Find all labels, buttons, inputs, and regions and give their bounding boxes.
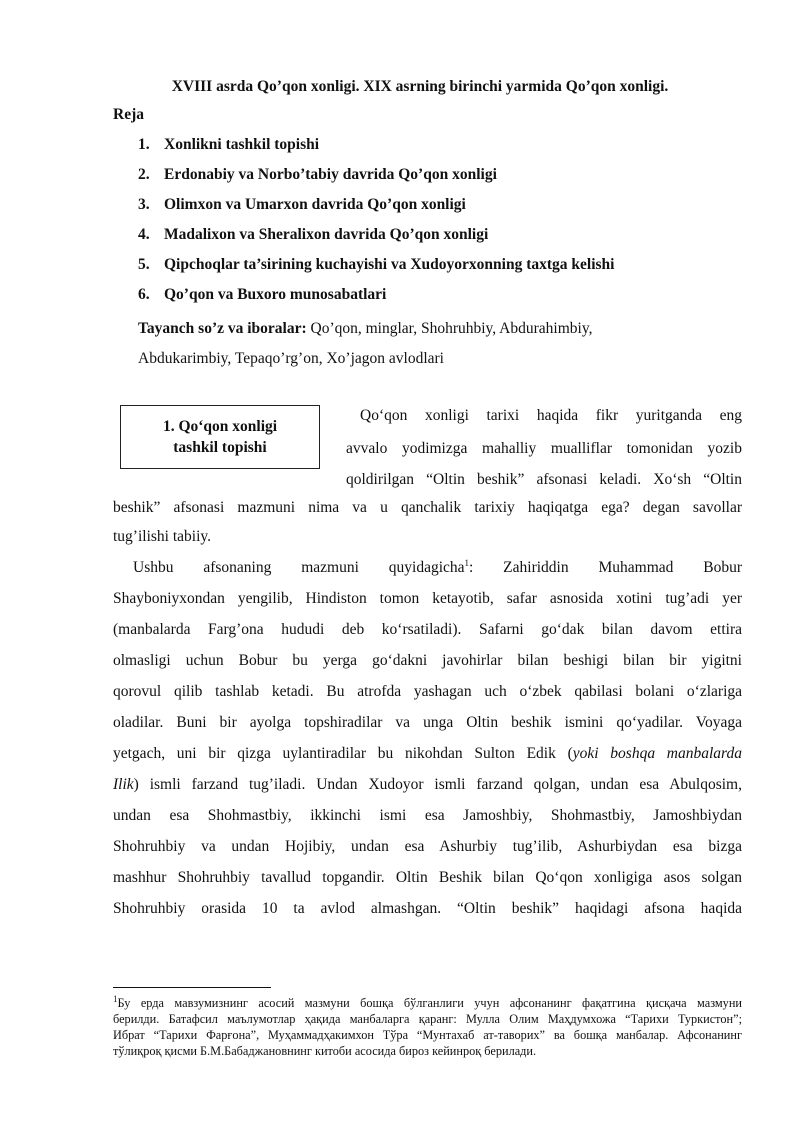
paragraph-2-line: Shohruhbiy orasida 10 ta avlod almashgan. “Oltin beshik” haqidagi afsona haqida xyxy=(113,900,742,917)
footnote-reference[interactable]: 1 xyxy=(464,557,470,568)
paragraph-2-line xyxy=(113,743,742,765)
plan-heading: Reja xyxy=(113,106,144,123)
paragraph-2-text: Ushbu afsonaning mazmuni quyidagicha xyxy=(133,559,465,576)
plan-item-number: 3. xyxy=(138,196,150,213)
paragraph-1-line: beshik” afsonasi mazmuni nima va u qanchalik tarixiy haqiqatga ega? degan savollar xyxy=(113,499,742,516)
paragraph-2-text: : Zahiriddin Muhammad Bobur xyxy=(469,559,742,576)
paragraph-2-italic-text: yoki boshqa manbalarda xyxy=(572,745,742,762)
paragraph-2-line xyxy=(133,557,742,579)
paragraph-2-line: undan esa Shohmastbiy, ikkinchi ismi esa Jamoshbiy, Shohmastbiy, Jamoshbiydan xyxy=(113,807,742,824)
footnote-line: берилди. Батафсил маълумотлар ҳақида манбаларга қаранг: Мулла Олим Маҳдумхожа “Тарихи Туркистон”; xyxy=(113,1012,742,1026)
paragraph-2-line: mashhur Shohruhbiy tavallud topgandir. Oltin Beshik bilan Qo‘qon xonligiga asos solgan xyxy=(113,869,742,886)
paragraph-2-line: (manbalarda Farg’ona hududi deb ko‘rsatiladi). Safarni go‘dak bilan davom ettira xyxy=(113,621,742,638)
section-heading-box xyxy=(120,405,320,469)
keywords-line-1 xyxy=(138,314,738,344)
paragraph-1-line: qoldirilgan “Oltin beshik” afsonasi keladi. Xo‘sh “Oltin xyxy=(346,471,742,488)
section-heading-line-2: tashkil topishi xyxy=(173,439,267,456)
plan-item-text: Madalixon va Sheralixon davrida Qo’qon xonligi xyxy=(164,226,489,243)
keywords-block xyxy=(138,314,738,374)
section-heading-line-1: 1. Qo‘qon xonligi xyxy=(162,418,278,435)
footnote-number: 1 xyxy=(113,995,118,1004)
plan-item xyxy=(138,194,614,224)
footnote-line: Ибрат “Тарихи Фарғона”, Муҳаммадҳакимхон Тўра “Мунтахаб ат-таворих” ва бошқа манбалар. Афсонанинг xyxy=(113,1028,742,1042)
plan-item-text: Qo’qon va Buxoro munosabatlari xyxy=(164,286,387,303)
paragraph-2-line xyxy=(113,774,742,796)
plan-item xyxy=(138,164,614,194)
plan-item-number: 1. xyxy=(138,136,150,153)
paragraph-2-text: ) ismli farzand tug’iladi. Undan Xudoyor ismli farzand qolgan, undan esa Abulqosim, xyxy=(133,776,742,793)
plan-item-text: Qipchoqlar ta’sirining kuchayishi va Xudoyorxonning taxtga kelishi xyxy=(164,256,615,273)
paragraph-1-line: tug’ilishi tabiiy. xyxy=(113,528,212,545)
footnote-line: тўлиқроқ қисми Б.М.Бабаджановнинг китоби асосида бироз кейинроқ берилади. xyxy=(113,1044,537,1058)
plan-item xyxy=(138,134,614,164)
document-title: XVIII asrda Qo’qon xonligi. XIX asrning birinchi yarmida Qo’qon xonligi. xyxy=(171,78,669,95)
paragraph-2-line: olmasligi uchun Bobur bu yerga go‘dakni javohirlar bilan beshigi bilan bir yigitni xyxy=(113,652,742,669)
footnote-line xyxy=(113,995,742,1011)
plan-item-text: Xonlikni tashkil topishi xyxy=(164,136,320,153)
plan-item xyxy=(138,254,614,284)
plan-item-number: 4. xyxy=(138,226,150,243)
paragraph-2-text: yetgach, uni bir qizga uylantiradilar bu nikohdan Sulton Edik ( xyxy=(113,745,573,762)
paragraph-2-italic-text: Ilik xyxy=(113,776,134,793)
plan-item-number: 5. xyxy=(138,256,150,273)
paragraph-1-line: Qo‘qon xonligi tarixi haqida fikr yuritganda eng xyxy=(360,407,742,424)
plan-item xyxy=(138,284,614,314)
paragraph-2-line: qorovul qilib tashlab ketadi. Bu atrofda yashagan uch o‘zbek qabilasi bolani o‘zlariga xyxy=(113,683,742,700)
plan-item-text: Erdonabiy va Norbo’tabiy davrida Qo’qon xonligi xyxy=(164,166,497,183)
paragraph-2-line: Shayboniyxondan yengilib, Hindiston tomon ketayotib, safar asnosida xotini tug’adi yer xyxy=(113,590,742,607)
paragraph-2-line: oladilar. Buni bir ayolga topshiradilar va unga Oltin beshik ismini qo‘yadilar. Voyaga xyxy=(113,714,742,731)
plan-item-text: Olimxon va Umarxon davrida Qo’qon xonligi xyxy=(164,196,466,213)
paragraph-2-line: Shohruhbiy va undan Hojibiy, undan esa Ashurbiy tug’ilib, Ashurbiydan esa bizga xyxy=(113,838,742,855)
keywords-text-2: Abdukarimbiy, Tepaqo’rg’on, Xo’jagon avlodlari xyxy=(138,350,444,367)
footnote-text: Бу ерда мавзумизнинг асосий мазмуни бошқа бўлганлиги учун афсонанинг фақатгина қисқача мазмуни xyxy=(117,996,742,1010)
paragraph-1-line: avvalo yodimizga mahalliy mualliflar tomonidan yozib xyxy=(346,440,742,457)
plan-item xyxy=(138,224,614,254)
keywords-label: Tayanch so’z va iboralar: xyxy=(138,320,307,337)
plan-item-number: 6. xyxy=(138,286,150,303)
footnote-divider xyxy=(113,987,271,988)
plan-item-number: 2. xyxy=(138,166,150,183)
keywords-text-1: Qo’qon, minglar, Shohruhbiy, Abdurahimbiy, xyxy=(306,320,593,337)
plan-list xyxy=(138,134,614,314)
